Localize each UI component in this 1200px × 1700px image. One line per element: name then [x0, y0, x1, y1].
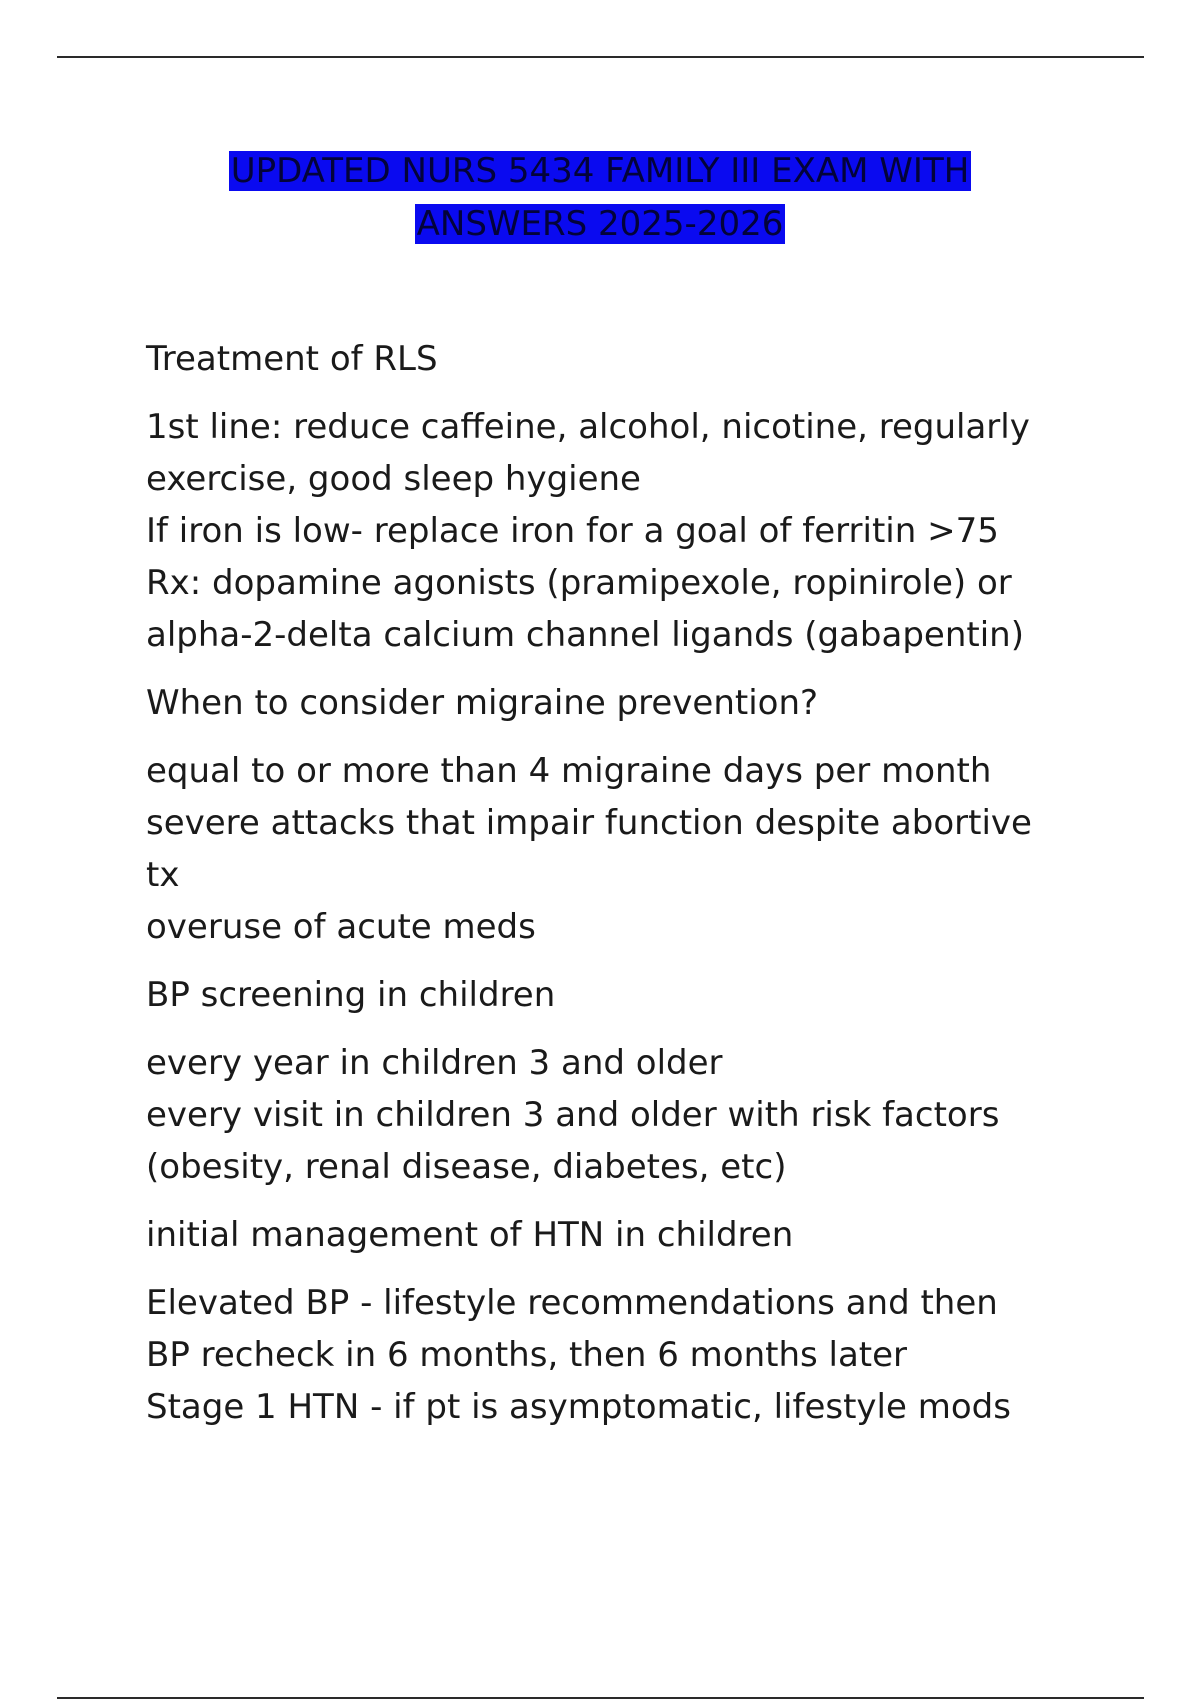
answer-line: overuse of acute meds — [146, 907, 536, 947]
title-line-2: ANSWERS 2025-2026 — [416, 204, 784, 244]
answer-line: (obesity, renal disease, diabetes, etc) — [146, 1147, 787, 1187]
answer-line: Stage 1 HTN - if pt is asymptomatic, lifestyle mods — [146, 1387, 1011, 1427]
top-rule — [57, 56, 1144, 58]
answer-line: BP recheck in 6 months, then 6 months later — [146, 1335, 908, 1375]
answer-rls — [146, 401, 1146, 661]
answer-line: Elevated BP - lifestyle recommendations and then — [146, 1283, 998, 1323]
question-migraine-prevention: When to consider migraine prevention? — [146, 683, 819, 723]
answer-line: every visit in children 3 and older with risk factors — [146, 1095, 1000, 1135]
answer-line: 1st line: reduce caffeine, alcohol, nicotine, regularly — [146, 407, 1030, 447]
answer-line: alpha-2-delta calcium channel ligands (gabapentin) — [146, 615, 1024, 655]
bottom-rule — [57, 1697, 1144, 1699]
answer-htn-management — [146, 1277, 1146, 1433]
qa-list — [146, 333, 1146, 1449]
answer-line: every year in children 3 and older — [146, 1043, 723, 1083]
answer-line: equal to or more than 4 migraine days per month — [146, 751, 992, 791]
question-bp-screening: BP screening in children — [146, 975, 556, 1015]
answer-line: tx — [146, 855, 180, 895]
answer-line: exercise, good sleep hygiene — [146, 459, 641, 499]
question-htn-management: initial management of HTN in children — [146, 1215, 794, 1255]
answer-line: If iron is low- replace iron for a goal of ferritin >75 — [146, 511, 999, 551]
title-line-1: UPDATED NURS 5434 FAMILY III EXAM WITH — [230, 151, 970, 191]
answer-bp-screening — [146, 1037, 1146, 1193]
answer-migraine-prevention — [146, 745, 1146, 953]
answer-line: severe attacks that impair function despite abortive — [146, 803, 1032, 843]
answer-line: Rx: dopamine agonists (pramipexole, ropinirole) or — [146, 563, 1012, 603]
question-rls: Treatment of RLS — [146, 339, 438, 379]
document-title — [0, 145, 1200, 251]
